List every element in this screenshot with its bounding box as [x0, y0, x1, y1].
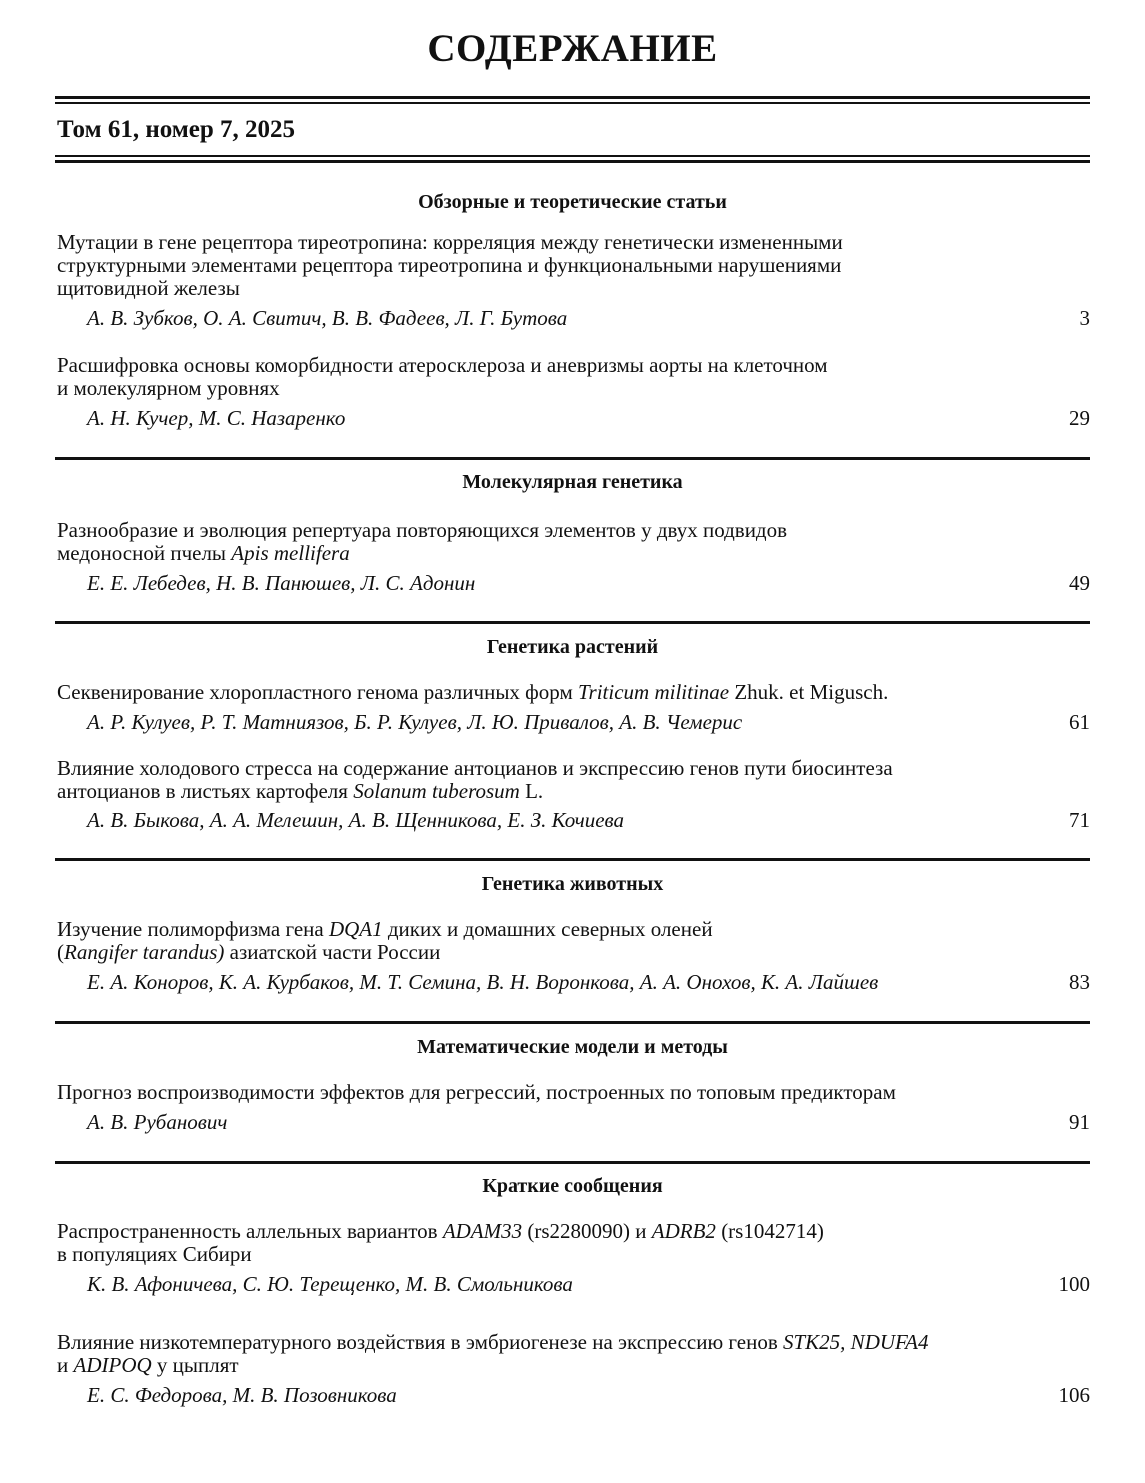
title-text: (rs1042714)	[715, 1219, 824, 1243]
article-title-line[interactable]	[57, 1354, 239, 1377]
title-text: (	[57, 940, 64, 964]
section-divider	[55, 457, 1090, 460]
article-title-line[interactable]	[57, 681, 888, 704]
issue-info: Том 61, номер 7, 2025	[57, 116, 296, 143]
title-text: диких и домашних северных оленей	[382, 917, 713, 941]
gene-name: STK25, NDUFA4	[783, 1330, 929, 1354]
article-authors: Е. С. Федорова, М. В. Позовникова	[87, 1383, 397, 1407]
gene-name: ADAM33	[442, 1219, 523, 1243]
section-heading: Математические модели и методы	[417, 1036, 728, 1058]
gene-name: ADRB2	[651, 1219, 716, 1243]
article-authors: Е. А. Коноров, К. А. Курбаков, М. Т. Семина, В. Н. Воронкова, А. А. Онохов, К. А. Лайшев	[87, 970, 879, 994]
article-page-number[interactable]: 106	[1058, 1383, 1090, 1407]
gene-name: ADIPOQ	[73, 1353, 152, 1377]
title-text: у цыплят	[151, 1353, 239, 1377]
article-title-line[interactable]: в популяциях Сибири	[57, 1242, 252, 1266]
article-page-number[interactable]: 71	[1069, 808, 1090, 832]
issue-rule-thick	[55, 160, 1090, 163]
header-rule-thick	[55, 96, 1090, 99]
section-heading: Обзорные и теоретические статьи	[418, 191, 727, 213]
article-authors: А. В. Зубков, О. А. Свитич, В. В. Фадеев, Л. Г. Бутова	[87, 306, 568, 330]
article-title-line[interactable]: Мутации в гене рецептора тиреотропина: корреляция между генетически измененными	[57, 230, 843, 254]
article-title-line[interactable]	[57, 941, 440, 964]
article-authors: А. Р. Кулуев, Р. Т. Матниязов, Б. Р. Кулуев, Л. Ю. Привалов, А. В. Чемерис	[87, 710, 743, 734]
page-title: СОДЕРЖАНИЕ	[427, 27, 718, 70]
title-text: Влияние низкотемпературного воздействия в эмбриогенезе на экспрессию генов	[57, 1330, 783, 1354]
article-page-number[interactable]: 29	[1069, 406, 1090, 430]
section-divider	[55, 621, 1090, 624]
article-title-line[interactable]: Расшифровка основы коморбидности атеросклероза и аневризмы аорты на клеточном	[57, 353, 828, 377]
article-title-line[interactable]	[57, 780, 543, 803]
article-page-number[interactable]: 100	[1058, 1272, 1090, 1296]
article-title-line[interactable]: структурными элементами рецептора тиреотропина и функциональными нарушениями	[57, 253, 842, 277]
title-text: Zhuk. et Migusch.	[729, 680, 889, 704]
article-title-line[interactable]	[57, 918, 713, 941]
issue-rule-thin	[55, 155, 1090, 157]
title-text: антоцианов в листьях картофеля	[57, 779, 354, 803]
article-page-number[interactable]: 91	[1069, 1110, 1090, 1134]
article-authors: К. В. Афоничева, С. Ю. Терещенко, М. В. Смольникова	[87, 1272, 573, 1296]
gene-name: DQA1	[328, 917, 383, 941]
article-title-line[interactable]: Прогноз воспроизводимости эффектов для регрессий, построенных по топовым предикторам	[57, 1080, 896, 1104]
article-title-line[interactable]: Влияние холодового стресса на содержание антоцианов и экспрессию генов пути биосинтеза	[57, 756, 893, 780]
article-authors: А. В. Быкова, А. А. Мелешин, А. В. Щенникова, Е. З. Кочиева	[87, 808, 625, 832]
section-heading: Молекулярная генетика	[462, 471, 683, 493]
title-text: L.	[519, 779, 544, 803]
title-text: (rs2280090) и	[522, 1219, 652, 1243]
title-text: и	[57, 1353, 74, 1377]
section-heading: Генетика растений	[486, 636, 659, 658]
title-text: медоносной пчелы	[57, 541, 232, 565]
article-authors: А. В. Рубанович	[87, 1110, 228, 1134]
article-title-line[interactable]: щитовидной железы	[57, 276, 240, 300]
article-title-line[interactable]	[57, 542, 350, 565]
article-title-line[interactable]	[57, 1220, 824, 1243]
section-heading: Генетика животных	[481, 873, 664, 895]
species-name: Triticum militinae	[578, 680, 730, 704]
article-title-line[interactable]: и молекулярном уровнях	[57, 376, 280, 400]
header-rule-thin	[55, 102, 1090, 104]
section-divider	[55, 1021, 1090, 1024]
title-text: Секвенирование хлоропластного генома различных форм	[57, 680, 579, 704]
title-text: азиатской части России	[224, 940, 441, 964]
title-text: Распространенность аллельных вариантов	[57, 1219, 443, 1243]
article-authors: Е. Е. Лебедев, Н. В. Панюшев, Л. С. Адонин	[87, 571, 476, 595]
title-text: Изучение полиморфизма гена	[57, 917, 329, 941]
section-divider	[55, 858, 1090, 861]
article-page-number[interactable]: 49	[1069, 571, 1090, 595]
section-heading: Краткие сообщения	[482, 1175, 663, 1197]
article-page-number[interactable]: 61	[1069, 710, 1090, 734]
species-name: Rangifer tarandus)	[64, 940, 225, 964]
article-page-number[interactable]: 3	[1079, 306, 1090, 330]
species-name: Apis mellifera	[231, 541, 350, 565]
article-title-line[interactable]	[57, 1331, 928, 1354]
section-divider	[55, 1161, 1090, 1164]
article-authors: А. Н. Кучер, М. С. Назаренко	[87, 406, 346, 430]
species-name: Solanum tuberosum	[353, 779, 520, 803]
article-page-number[interactable]: 83	[1069, 970, 1090, 994]
article-title-line[interactable]: Разнообразие и эволюция репертуара повторяющихся элементов у двух подвидов	[57, 518, 788, 542]
